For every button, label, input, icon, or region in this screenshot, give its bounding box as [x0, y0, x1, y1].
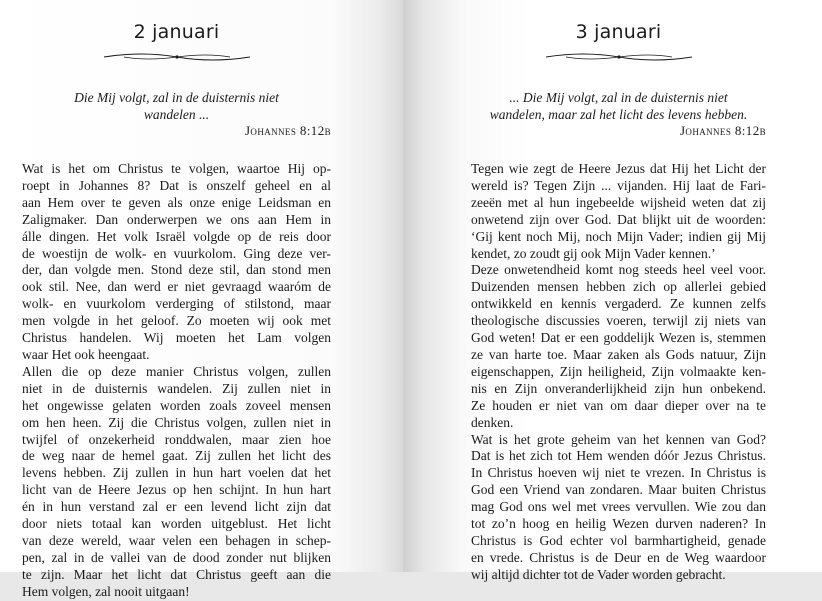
text-line: van deze wereld, waar velen een behagen in schep- — [22, 532, 331, 548]
text-line: der, dan volgde men. Stond deze stil, dan stond men — [22, 262, 331, 278]
page-date: 2 januari — [133, 21, 220, 43]
text-line: wij altijd dichter tot de Vader worden gebracht. — [471, 566, 726, 582]
quote-line: Die Mij volgt, zal in de duisternis niet — [74, 90, 279, 105]
text-line: mag God ons wel met vrees vervullen. Wie zou dan — [471, 499, 766, 515]
text-line: twijfel of onzekerheid ronddwalen, maar zien hoe — [22, 431, 331, 447]
text-line: zeeën met al hun ingebeelde wijsheid weten dat zij — [471, 194, 766, 210]
right-page — [403, 0, 822, 582]
text-line: wereld is? Tegen Zijn ... vijanden. Hij laat de Fari- — [471, 177, 766, 193]
text-line: kendet, zo zoudt gij ook Mijn Vader kennen.’ — [471, 245, 716, 261]
text-line: Christus handelen. Wij moeten het Lam volgen — [22, 330, 331, 346]
text-line: levens hebben. Zij zullen in hun hart voelen dat het — [22, 465, 331, 481]
text-line: Hem volgen, zal nooit uitgaan! — [22, 583, 190, 599]
scripture-reference: Johannes 8:12b — [244, 123, 331, 138]
text-line: tot zo’n hoog en heilig Wezen durven naderen? In — [471, 516, 766, 532]
quote-line: wandelen, maar zal het licht des levens hebben. — [489, 107, 748, 122]
text-line: Ze houden er niet van om daar dieper over na te — [471, 397, 766, 413]
text-line: ze van harte toe. Maar zaken als Gods natuur, Zijn — [471, 346, 766, 362]
scripture-reference: Johannes 8:12b — [679, 123, 766, 138]
text-line: door niets totaal kan worden uitgeblust. Het licht — [22, 516, 331, 532]
text-line: wolk- en vuurkolom verderging of stilstond, maar — [22, 296, 331, 312]
text-line: Wat is het grote geheim van het kennen van God? — [471, 431, 766, 447]
quote-line: wandelen ... — [143, 107, 210, 122]
text-line: de woestijn de wolk- en vuurkolom. Ging deze ver- — [22, 245, 331, 261]
ornament-divider — [102, 50, 252, 64]
devotional-text — [22, 161, 331, 601]
text-line: pen, zal in de vallei van de dood zonder nut blijken — [22, 549, 331, 565]
page-date: 3 januari — [575, 21, 662, 43]
text-line: Dat is het zich tot Hem wenden dóór Jezus Christus. — [471, 448, 766, 464]
quote-line: ... Die Mij volgt, zal in de duisternis niet — [509, 90, 728, 105]
text-line: Tegen wie zegt de Heere Jezus dat Hij het Licht der — [471, 161, 766, 176]
devotional-text — [471, 161, 766, 584]
paragraph — [471, 161, 766, 262]
ornament-divider — [544, 50, 694, 64]
text-line: Christus is God echter vol barmhartigheid, genade — [471, 532, 766, 548]
scripture-quote — [471, 89, 766, 123]
text-line: ‘Gij kent noch Mij, noch Mijn Vader; indien gij Mij — [471, 228, 766, 244]
text-line: Zaligmaker. Dan onderwerpen we ons aan Hem in — [22, 211, 331, 227]
text-line: Wat is het om Christus te volgen, waartoe Hij op- — [22, 161, 331, 176]
text-line: theologische discussies voeren, terwijl zij niets van — [471, 313, 766, 329]
text-line: God weten! Dat er een goddelijk Wezen is, stemmen — [471, 330, 766, 346]
text-line: ontwikkeld en kennis vergaderd. Ze kunnen zelfs — [471, 296, 766, 312]
text-line: en vrede. Christus is de Deur en de Weg waardoor — [471, 549, 766, 565]
text-line: God een Vriend van zondaren. Maar buiten Christus — [471, 482, 766, 498]
scripture-quote — [22, 89, 331, 123]
text-line: nis en Zijn onveranderlijkheid zijn hun onbekend. — [471, 380, 766, 396]
paragraph — [22, 364, 331, 601]
text-line: niet in de duisternis wandelen. Zij zullen niet in — [22, 380, 331, 396]
text-line: het ongewisse gelaten worden zoals zoveel mensen — [22, 397, 331, 413]
text-line: Deze onwetendheid komt nog steeds heel veel voor. — [471, 262, 766, 278]
text-line: eigenschappen, Zijn heiligheid, Zijn volmaakte ken- — [471, 363, 766, 379]
paragraph — [471, 432, 766, 584]
text-line: onwetend zijn over God. Dat blijkt uit de woorden: — [471, 211, 766, 227]
text-line: roept in Johannes 8? Dat is onszelf geheel en al — [22, 177, 331, 193]
text-line: de weg naar de hemel gaat. Zij zullen het licht des — [22, 448, 331, 464]
text-line: ook stil. Nee, dan werd er niet gevraagd waaróm de — [22, 279, 331, 295]
text-line: Duizenden mensen hebben zich op allerlei gebied — [471, 279, 766, 295]
text-line: én in hun verstand zal er een levend licht zijn dat — [22, 499, 331, 515]
text-line: álle dingen. Het volk Israël volgde op de reis door — [22, 228, 331, 244]
text-line: men volgde in het geloof. Zo moeten wij ook met — [22, 313, 331, 329]
text-line: om hen heen. Zij die Christus volgen, zullen niet in — [22, 414, 331, 430]
text-line: licht van de Heere Jezus op hen schijnt. In hun hart — [22, 482, 331, 498]
paragraph — [471, 262, 766, 431]
text-line: denken. — [471, 414, 514, 430]
text-line: waar Het ook heengaat. — [22, 346, 150, 362]
text-line: Allen die op deze manier Christus volgen, zullen — [22, 363, 331, 379]
paragraph — [22, 161, 331, 364]
text-line: aan Hem over te geven als onze enige Leidsman en — [22, 194, 331, 210]
text-line: In Christus hoeven wij niet te vrezen. In Christus is — [471, 465, 766, 481]
text-line: te zijn. Maar het licht dat Christus geeft aan die — [22, 566, 331, 582]
left-page — [0, 0, 403, 599]
